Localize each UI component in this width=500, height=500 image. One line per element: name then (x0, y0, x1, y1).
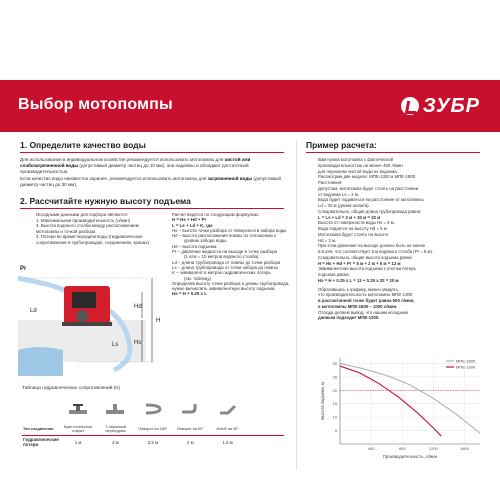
pump-diagram (18, 258, 168, 376)
water-source-shape (18, 347, 63, 376)
example-line: 0.5 атм, что соответствует 5 м водяного столба (Pr = 5 м). (318, 249, 434, 254)
turn-90-icon (179, 402, 201, 416)
logo-wordmark: ЗУБР (422, 94, 480, 117)
example-line: Следовательно, общая высота подъема равна: (318, 254, 413, 260)
section1-text (20, 157, 286, 188)
pump-wheel-shape (76, 310, 88, 322)
example-line: Вам нужна мотопомпа с фактической (318, 157, 394, 162)
formula-line: (1 атм = 10 метров водяного столба). (184, 254, 260, 260)
formula-line: Hd – высота расположения помпы по отношению к (172, 233, 276, 239)
s1-p1-post: (допустимый диаметр частиц до 10 мм), они надежны и обладают достаточной производительностью. (20, 163, 249, 175)
table-cell-value: 1 м (74, 439, 82, 445)
formula-length: L = Ls + Ld + K, где (172, 222, 213, 228)
source-line: Исходными данными для подбора являются: (36, 212, 128, 217)
chart-y-tick-label: 30 (332, 360, 337, 366)
example-line: Вода будет подаваться на расстояние от мотопомпы (318, 197, 424, 203)
table-col-label: Поворот на 90° (176, 426, 204, 431)
performance-chart (318, 352, 486, 464)
formula-line: уровню забора воды. (184, 238, 228, 244)
formula-line: (см. таблицу) (184, 275, 212, 281)
formula-main: H = Hs + Hd + Pr (172, 217, 207, 223)
example-heading: Пример расчета: (306, 140, 377, 150)
example-line: производительностью не менее 450 л/мин (318, 162, 403, 168)
formula-line: Hd – высота подъема. (172, 243, 218, 249)
example-line: для перекачки чистой воды из водоема. (318, 168, 398, 174)
label-pr: Pr (20, 266, 27, 272)
table-icon-cell (59, 401, 96, 418)
example-line: При этом давление на выходе должно быть не менее (318, 243, 426, 249)
section1-rule (20, 152, 284, 153)
example-line: Эквивалентная высота подъема с учетом потерь (318, 266, 416, 272)
s1-p1-pre: Для использования в индивидуальном хозяйстве рекомендуется использовать мотопомпы для (20, 157, 225, 162)
table-head-spacer (22, 408, 59, 410)
chart-legend-label: МПЕ-1800 (456, 358, 476, 364)
example-line: Вода подается на высоту Hd = 5 м. (318, 226, 388, 231)
bend-45-icon (217, 402, 239, 416)
section2-heading: 2. Рассчитайте нужную высоту подъема (20, 196, 191, 206)
example-line: Hэ = H + 0.25 x L = 12 + 0.25 x 32 = 20 м (318, 277, 399, 283)
example-line: а мотопомпы МПЕ-1800 – 1000 л/мин. (318, 303, 398, 309)
turn-180-icon (142, 402, 164, 416)
table-icon-cell (97, 401, 134, 418)
example-line: Отсюда делаем вывод, что нашим исходным (318, 309, 408, 315)
chart-x-tick-label: 800 (398, 446, 406, 451)
example-line: Следовательно, общая длина трубопровода равна: (318, 208, 422, 214)
example-line: Рассмотрим две модели: МПЕ-1300 и МПЕ-1800. (318, 174, 417, 180)
formula-line: Hs – высота точки разбора от поверхности забора воды (172, 227, 287, 233)
chart-y-tick-label: 10 (332, 414, 337, 420)
chart-y-tick-label: 5 (334, 428, 337, 434)
tee-adapter-icon (104, 402, 126, 416)
label-hd: Hd (134, 304, 142, 310)
example-text (318, 157, 488, 321)
label-ls: Ls (112, 342, 119, 348)
chart-legend-label: МПЕ-1300 (456, 364, 476, 370)
example-line: подъема равна: (318, 272, 350, 277)
s1-p1-bold: чистой или слабозагрязненной воды (20, 157, 251, 169)
table-col-label: Изгиб на 45° (216, 426, 239, 431)
source-line: сопротивление в трубопроводах, соединениях, кранах) (36, 239, 149, 245)
table-labels-row (22, 422, 284, 436)
source-line: 1. Максимальная производительность (л/мин) (36, 217, 131, 223)
chart-svg (318, 352, 486, 464)
example-line: H = Hs + Hd + Pr = 5 м + 2 м + 5 м = 12 м (318, 260, 401, 266)
formula-line: K – эквивалент в метрах гидравлических потерь (172, 270, 271, 276)
table-col-label: Т-образный переходник (105, 424, 126, 433)
table-col-label: Поворот на 180° (138, 426, 168, 431)
label-hs: Hs (134, 340, 142, 346)
example-line: данным подходит МПЕ-1300. (318, 315, 380, 321)
table-icon-cell (209, 401, 246, 418)
column-divider (296, 140, 297, 470)
example-line: от водоема Ls = 2 м. (318, 191, 359, 197)
header-banner (0, 80, 500, 132)
example-rule (306, 152, 480, 153)
formula-line: нужно вычислить эквивалентную высоту подъема. (172, 286, 276, 292)
formula-list (172, 212, 294, 297)
chart-x-tick-label: 400 (367, 446, 375, 451)
table-icon-cell (172, 401, 209, 418)
table-cell-value: 2.5 м (147, 439, 159, 445)
section2-rule (20, 208, 284, 209)
table-row-head: Гидравлические потери (23, 437, 59, 447)
table-values-row (22, 436, 284, 448)
table-icon-cell (134, 401, 171, 418)
s1-p2-bold: загрязненной воды (207, 175, 253, 181)
discharge-hose-shape (18, 278, 72, 294)
table-col-label: Кран полностью открыт (63, 424, 93, 433)
section1-heading: 1. Определите качество воды (20, 140, 146, 150)
open-valve-icon (67, 402, 89, 416)
formula-line: Ls – длина трубопровода от точки забора до помпы (172, 264, 278, 270)
table-cell-value: 1.5 м (222, 439, 233, 445)
chart-x-tick-label: 1600 (459, 446, 469, 451)
example-line: Обратившись к графику, можно увидеть, (318, 286, 400, 292)
chart-x-tick-label: 1200 (428, 446, 438, 451)
example-line: в рассчитанной точке будет равна 600 л/мин, (318, 298, 415, 303)
pump-frame-shape (62, 322, 112, 326)
example-line: что производительность мотопомпы МПЕ-1300 (318, 292, 413, 298)
table-icons-row (22, 396, 284, 422)
formula-line: Pr – давление жидкости на выходе в точке разбора (172, 249, 277, 255)
label-ld: Ld (30, 308, 37, 314)
example-line: Ld = 30 м (длина шланга). (318, 203, 370, 208)
source-line: 3. Потери во время передачи воды (гидравлическое (36, 234, 143, 240)
source-data-list (36, 212, 171, 246)
source-line: мотопомпы и точкой разбора (36, 228, 96, 234)
example-line: Hd = 2 м. (318, 237, 337, 243)
pump-engine-shape (72, 292, 96, 308)
table-caption: Таблица гидравлических сопротивлений (K) (22, 386, 121, 391)
chart-y-tick-label: 15 (332, 401, 337, 407)
chart-y-tick-label: 20 (332, 387, 337, 393)
formula-line: Расчет ведется по следующим формулам: (172, 212, 259, 217)
table-row-head: Тип соединения (23, 426, 54, 431)
formula-line: Ld – длина трубопровода от помпы до точки разбора (172, 259, 281, 265)
logo-mark-icon (401, 97, 419, 115)
s1-p2-post: (допустимый диаметр частиц до 30 мм). (20, 175, 281, 187)
example-line: Допустим, мотопомпа будет стоять на расстоянии (318, 185, 419, 191)
chart-y-tick-label: 25 (332, 374, 337, 380)
table-cell-value: 2 м (186, 439, 194, 445)
formula-equivalent: Hэ = H + 0.25 x L (172, 291, 207, 297)
chart-x-axis-label: Производительность, л/мин (382, 454, 438, 459)
example-line: Мотопомпа будет стоять на высоте (318, 231, 389, 237)
table-cell-value: 3 м (112, 439, 119, 445)
example-line: Расстояния: (318, 180, 343, 185)
resistance-table (22, 396, 284, 448)
page-title: Выбор мотопомпы (18, 96, 173, 113)
brand-logo (401, 94, 480, 118)
example-line: Высота от поверхности воды Hs = 5 м. (318, 220, 395, 226)
source-line: 2. Высота водяного столба между расположением (36, 223, 139, 229)
chart-y-axis-label: Высота подъема, м (320, 382, 325, 420)
s1-p2-pre: Если качество воды неизвестно заранее, рекомендуется использовать мотопомпы для (20, 175, 208, 181)
example-line: L = Ls + Ld = 2 м + 30 м = 32 м (318, 214, 381, 220)
formula-line: Определив высоту точки разбора и длины трубопровода, (172, 280, 290, 286)
label-h: H (156, 318, 161, 324)
